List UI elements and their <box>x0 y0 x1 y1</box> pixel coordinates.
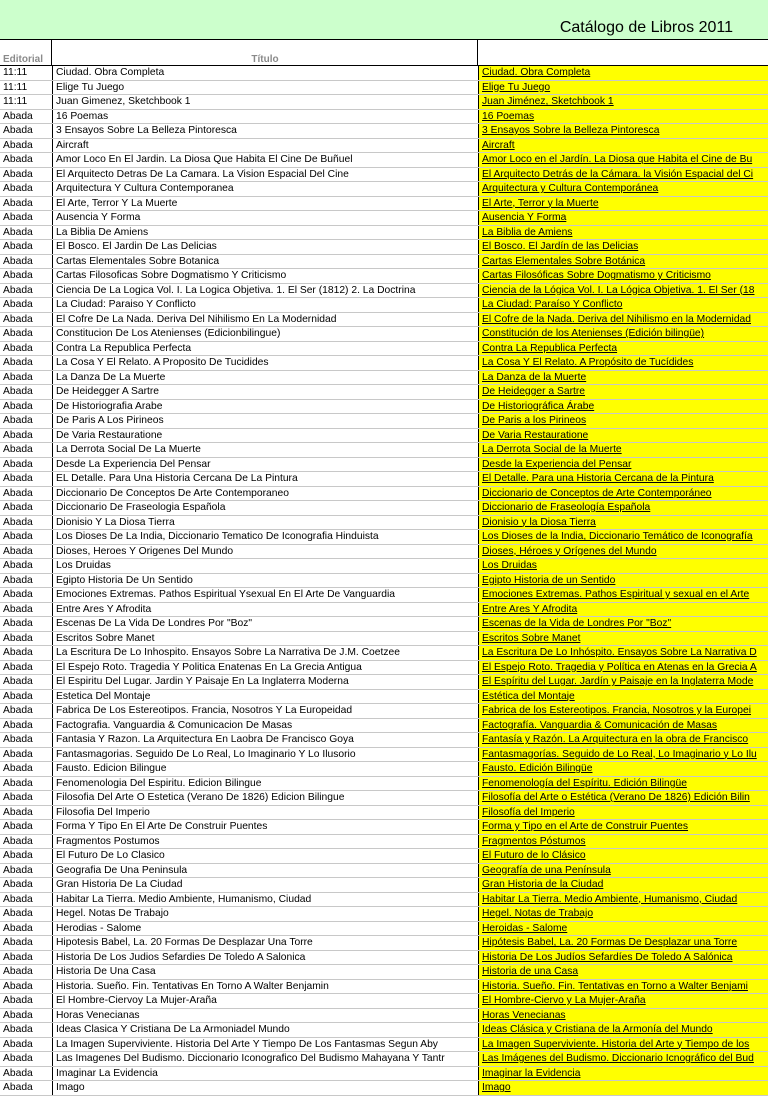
cell-titulo[interactable]: El Bosco. El Jardin De Las Delicias <box>53 240 479 255</box>
cell-alt-title[interactable]: Factografía. Vanguardia & Comunicación de Masas <box>479 718 768 733</box>
table-row <box>0 486 768 501</box>
cell-editorial[interactable]: Abada <box>0 1081 53 1096</box>
table-row <box>0 689 768 704</box>
cell-titulo[interactable]: Imaginar La Evidencia <box>53 1066 479 1081</box>
cell-titulo[interactable]: Horas Venecianas <box>53 1008 479 1023</box>
cell-alt-title[interactable]: La Imagen Superviviente. Historia del Arte y Tiempo de los <box>479 1037 768 1052</box>
table-row <box>0 646 768 661</box>
cell-titulo[interactable]: Historia De Los Judios Sefardies De Toledo A Salonica <box>53 950 479 965</box>
cell-editorial[interactable]: Abada <box>0 660 53 675</box>
header-alt-title <box>479 40 768 65</box>
table-row <box>0 1066 768 1081</box>
cell-titulo[interactable]: Gran Historia De La Ciudad <box>53 878 479 893</box>
cell-titulo[interactable]: Ideas Clasica Y Cristiana De La Armoniadel Mundo <box>53 1023 479 1038</box>
cell-editorial[interactable]: Abada <box>0 834 53 849</box>
table-row <box>0 776 768 791</box>
cell-alt-title[interactable]: De Varia Restauratione <box>479 428 768 443</box>
cell-titulo[interactable]: Historia. Sueño. Fin. Tentativas En Torno A Walter Benjamin <box>53 979 479 994</box>
cell-editorial[interactable]: Abada <box>0 312 53 327</box>
cell-editorial[interactable]: Abada <box>0 544 53 559</box>
cell-editorial[interactable]: Abada <box>0 791 53 806</box>
cell-titulo[interactable]: Factografia. Vanguardia & Comunicacion De Masas <box>53 718 479 733</box>
table-row <box>0 718 768 733</box>
cell-alt-title[interactable]: Geografía de una Península <box>479 863 768 878</box>
table-row <box>0 124 768 139</box>
cell-titulo[interactable]: Hegel. Notas De Trabajo <box>53 907 479 922</box>
cell-alt-title[interactable]: Cartas Elementales Sobre Botánica <box>479 254 768 269</box>
cell-editorial[interactable]: Abada <box>0 428 53 443</box>
cell-titulo[interactable]: La Escritura De Lo Inhospito. Ensayos Sobre La Narrativa De J.M. Coetzee <box>53 646 479 661</box>
table-row <box>0 834 768 849</box>
cell-editorial[interactable]: Abada <box>0 399 53 414</box>
cell-alt-title[interactable]: Filosofía del Arte o Estética (Verano De 1826) Edición Bilin <box>479 791 768 806</box>
table-row <box>0 791 768 806</box>
cell-alt-title[interactable]: Constitución de los Atenienses (Edición bilingüe) <box>479 327 768 342</box>
cell-titulo[interactable]: Egipto Historia De Un Sentido <box>53 573 479 588</box>
cell-alt-title[interactable]: Las Imágenes del Budismo. Diccionario Icnográfico del Bud <box>479 1052 768 1067</box>
cell-editorial[interactable]: Abada <box>0 704 53 719</box>
cell-editorial[interactable]: Abada <box>0 863 53 878</box>
cell-titulo[interactable]: Imago <box>53 1081 479 1096</box>
cell-titulo[interactable]: La Biblia De Amiens <box>53 225 479 240</box>
cell-titulo[interactable]: Escritos Sobre Manet <box>53 631 479 646</box>
table-row <box>0 863 768 878</box>
cell-editorial[interactable]: Abada <box>0 530 53 545</box>
cell-editorial[interactable]: Abada <box>0 892 53 907</box>
cell-alt-title[interactable]: Heroidas - Salome <box>479 921 768 936</box>
cell-editorial[interactable]: Abada <box>0 994 53 1009</box>
table-row <box>0 1037 768 1052</box>
cell-alt-title[interactable]: Horas Venecianas <box>479 1008 768 1023</box>
table-row <box>0 747 768 762</box>
cell-alt-title[interactable]: Fabrica de los Estereotipos. Francia, Nosotros y la Europei <box>479 704 768 719</box>
cell-editorial[interactable]: 11:11 <box>0 95 53 110</box>
cell-titulo[interactable]: El Futuro De Lo Clasico <box>53 849 479 864</box>
cell-editorial[interactable]: Abada <box>0 573 53 588</box>
table-row <box>0 849 768 864</box>
cell-titulo[interactable]: 3 Ensayos Sobre La Belleza Pintoresca <box>53 124 479 139</box>
cell-editorial[interactable]: Abada <box>0 472 53 487</box>
table-row <box>0 370 768 385</box>
table-row <box>0 573 768 588</box>
cell-editorial[interactable]: Abada <box>0 182 53 197</box>
cell-alt-title[interactable]: Estética del Montaje <box>479 689 768 704</box>
cell-editorial[interactable]: Abada <box>0 805 53 820</box>
cell-titulo[interactable]: Las Imagenes Del Budismo. Diccionario Iconografico Del Budismo Mahayana Y Tantr <box>53 1052 479 1067</box>
cell-editorial[interactable]: Abada <box>0 936 53 951</box>
cell-alt-title[interactable]: Imaginar la Evidencia <box>479 1066 768 1081</box>
cell-alt-title[interactable]: De Historiográfica Árabe <box>479 399 768 414</box>
cell-editorial[interactable]: Abada <box>0 327 53 342</box>
cell-editorial[interactable]: Abada <box>0 1008 53 1023</box>
cell-titulo[interactable]: Fabrica De Los Estereotipos. Francia, Nosotros Y La Europeidad <box>53 704 479 719</box>
cell-alt-title[interactable]: Ciudad. Obra Completa <box>479 66 768 80</box>
table-row <box>0 892 768 907</box>
cell-titulo[interactable]: Estetica Del Montaje <box>53 689 479 704</box>
table-row <box>0 109 768 124</box>
table-row <box>0 675 768 690</box>
table-row <box>0 515 768 530</box>
cell-alt-title[interactable]: Filosofía del Imperio <box>479 805 768 820</box>
table-row <box>0 80 768 95</box>
table-row <box>0 907 768 922</box>
header-titulo: Título <box>53 40 478 65</box>
cell-editorial[interactable]: Abada <box>0 733 53 748</box>
cell-titulo[interactable]: Arquitectura Y Cultura Contemporanea <box>53 182 479 197</box>
cell-editorial[interactable]: Abada <box>0 370 53 385</box>
table-row <box>0 254 768 269</box>
cell-alt-title[interactable]: Ciencia de la Lógica Vol. I. La Lógica Objetiva. 1. El Ser (18 <box>479 283 768 298</box>
table-row <box>0 936 768 951</box>
table-row <box>0 588 768 603</box>
table-row <box>0 66 768 80</box>
cell-editorial[interactable]: Abada <box>0 225 53 240</box>
cell-alt-title[interactable]: Fausto. Edición Bilingüe <box>479 762 768 777</box>
cell-editorial[interactable]: Abada <box>0 211 53 226</box>
cell-editorial[interactable]: Abada <box>0 762 53 777</box>
cell-alt-title[interactable]: Fantasmagorías. Seguido de Lo Real, Lo Imaginario y Lo Ilu <box>479 747 768 762</box>
cell-titulo[interactable]: El Hombre-Ciervoy La Mujer-Araña <box>53 994 479 1009</box>
cell-alt-title[interactable]: El Futuro de lo Clásico <box>479 849 768 864</box>
cell-titulo[interactable]: Forma Y Tipo En El Arte De Construir Puentes <box>53 820 479 835</box>
cell-titulo[interactable]: De Varia Restauratione <box>53 428 479 443</box>
cell-titulo[interactable]: Contra La Republica Perfecta <box>53 341 479 356</box>
cell-editorial[interactable]: Abada <box>0 1023 53 1038</box>
table-row <box>0 950 768 965</box>
cell-alt-title[interactable]: Fantasía y Razón. La Arquitectura en la obra de Francisco <box>479 733 768 748</box>
cell-alt-title[interactable]: Escritos Sobre Manet <box>479 631 768 646</box>
cell-editorial[interactable]: Abada <box>0 298 53 313</box>
cell-titulo[interactable]: La Ciudad: Paraiso Y Conflicto <box>53 298 479 313</box>
cell-alt-title[interactable]: El Hombre-Ciervo y La Mujer-Araña <box>479 994 768 1009</box>
cell-titulo[interactable]: Fenomenologia Del Espiritu. Edicion Bilingue <box>53 776 479 791</box>
cell-editorial[interactable]: 11:11 <box>0 80 53 95</box>
cell-alt-title[interactable]: Diccionario de Conceptos de Arte Contemporáneo <box>479 486 768 501</box>
cell-titulo[interactable]: Diccionario De Fraseologia Española <box>53 501 479 516</box>
cell-titulo[interactable]: Fantasia Y Razon. La Arquitectura En Laobra De Francisco Goya <box>53 733 479 748</box>
cell-editorial[interactable]: Abada <box>0 124 53 139</box>
table-row <box>0 443 768 458</box>
table-row <box>0 399 768 414</box>
cell-titulo[interactable]: Fantasmagorias. Seguido De Lo Real, Lo Imaginario Y Lo Ilusorio <box>53 747 479 762</box>
cell-editorial[interactable]: Abada <box>0 617 53 632</box>
cell-editorial[interactable]: Abada <box>0 283 53 298</box>
cell-alt-title[interactable]: La Derrota Social de la Muerte <box>479 443 768 458</box>
table-row <box>0 283 768 298</box>
cell-alt-title[interactable]: 16 Poemas <box>479 109 768 124</box>
table-row <box>0 298 768 313</box>
cell-editorial[interactable]: Abada <box>0 950 53 965</box>
table-row <box>0 602 768 617</box>
cell-titulo[interactable]: Elige Tu Juego <box>53 80 479 95</box>
cell-alt-title[interactable]: Dioses, Héroes y Orígenes del Mundo <box>479 544 768 559</box>
cell-titulo[interactable]: El Arquitecto Detras De La Camara. La Vision Espacial Del Cine <box>53 167 479 182</box>
cell-titulo[interactable]: Fausto. Edicion Bilingue <box>53 762 479 777</box>
cell-editorial[interactable]: Abada <box>0 486 53 501</box>
cell-titulo[interactable]: Herodias - Salome <box>53 921 479 936</box>
cell-titulo[interactable]: De Heidegger A Sartre <box>53 385 479 400</box>
cell-titulo[interactable]: Entre Ares Y Afrodita <box>53 602 479 617</box>
table-row <box>0 1023 768 1038</box>
cell-alt-title[interactable]: Hipótesis Babel, La. 20 Formas De Desplazar una Torre <box>479 936 768 951</box>
table-row <box>0 921 768 936</box>
cell-alt-title[interactable]: La Ciudad: Paraíso Y Conflicto <box>479 298 768 313</box>
cell-editorial[interactable]: Abada <box>0 457 53 472</box>
cell-editorial[interactable]: Abada <box>0 602 53 617</box>
cell-editorial[interactable]: Abada <box>0 240 53 255</box>
cell-titulo[interactable]: Diccionario De Conceptos De Arte Contemporaneo <box>53 486 479 501</box>
cell-alt-title[interactable]: Aircraft <box>479 138 768 153</box>
table-row <box>0 733 768 748</box>
cell-titulo[interactable]: La Derrota Social De La Muerte <box>53 443 479 458</box>
cell-titulo[interactable]: Historia De Una Casa <box>53 965 479 980</box>
cell-alt-title[interactable]: Los Druidas <box>479 559 768 574</box>
cell-titulo[interactable]: El Cofre De La Nada. Deriva Del Nihilismo En La Modernidad <box>53 312 479 327</box>
cell-editorial[interactable]: Abada <box>0 718 53 733</box>
cell-alt-title[interactable]: El Cofre de la Nada. Deriva del Nihilismo en la Modernidad <box>479 312 768 327</box>
table-row <box>0 1081 768 1096</box>
cell-alt-title[interactable]: Imago <box>479 1081 768 1096</box>
cell-titulo[interactable]: El Espejo Roto. Tragedia Y Politica Enatenas En La Grecia Antigua <box>53 660 479 675</box>
table-row <box>0 660 768 675</box>
table-row <box>0 1008 768 1023</box>
cell-alt-title[interactable]: El Espejo Roto. Tragedia y Política en Atenas en la Grecia A <box>479 660 768 675</box>
cell-alt-title[interactable]: El Arte, Terror y la Muerte <box>479 196 768 211</box>
cell-titulo[interactable]: Juan Gimenez, Sketchbook 1 <box>53 95 479 110</box>
cell-editorial[interactable]: Abada <box>0 646 53 661</box>
cell-alt-title[interactable]: Egipto Historia de un Sentido <box>479 573 768 588</box>
cell-editorial[interactable]: Abada <box>0 167 53 182</box>
cell-editorial[interactable]: Abada <box>0 588 53 603</box>
table-row <box>0 501 768 516</box>
table-row <box>0 414 768 429</box>
cell-editorial[interactable]: Abada <box>0 414 53 429</box>
title-banner <box>0 0 768 39</box>
cell-titulo[interactable]: Geografia De Una Peninsula <box>53 863 479 878</box>
cell-alt-title[interactable]: Habitar La Tierra. Medio Ambiente, Humanismo, Ciudad <box>479 892 768 907</box>
cell-editorial[interactable]: Abada <box>0 747 53 762</box>
table-row <box>0 631 768 646</box>
table-row <box>0 559 768 574</box>
cell-editorial[interactable]: Abada <box>0 501 53 516</box>
cell-titulo[interactable]: Ausencia Y Forma <box>53 211 479 226</box>
header-editorial: Editorial <box>0 40 52 65</box>
cell-alt-title[interactable]: Fenomenología del Espíritu. Edición Bilingüe <box>479 776 768 791</box>
table-row <box>0 153 768 168</box>
table-row <box>0 312 768 327</box>
cell-alt-title[interactable]: El Detalle. Para una Historia Cercana de la Pintura <box>479 472 768 487</box>
cell-alt-title[interactable]: Arquitectura y Cultura Contemporánea <box>479 182 768 197</box>
cell-alt-title[interactable]: Ideas Clásica y Cristiana de la Armonía del Mundo <box>479 1023 768 1038</box>
cell-titulo[interactable]: Fragmentos Postumos <box>53 834 479 849</box>
cell-editorial[interactable]: Abada <box>0 878 53 893</box>
cell-alt-title[interactable]: Emociones Extremas. Pathos Espiritual y sexual en el Arte <box>479 588 768 603</box>
cell-editorial[interactable]: Abada <box>0 109 53 124</box>
cell-editorial[interactable]: Abada <box>0 443 53 458</box>
cell-titulo[interactable]: Amor Loco En El Jardin. La Diosa Que Habita El Cine De Buñuel <box>53 153 479 168</box>
table-row <box>0 704 768 719</box>
cell-titulo[interactable]: 16 Poemas <box>53 109 479 124</box>
table-row <box>0 196 768 211</box>
cell-titulo[interactable]: Cartas Elementales Sobre Botanica <box>53 254 479 269</box>
cell-alt-title[interactable]: Juan Jiménez, Sketchbook 1 <box>479 95 768 110</box>
cell-alt-title[interactable]: La Biblia de Amiens <box>479 225 768 240</box>
catalog-table-body <box>0 66 768 1095</box>
cell-alt-title[interactable]: El Espíritu del Lugar. Jardín y Paisaje en la Inglaterra Mode <box>479 675 768 690</box>
cell-alt-title[interactable]: Contra La Republica Perfecta <box>479 341 768 356</box>
cell-alt-title[interactable]: Forma y Tipo en el Arte de Construir Puentes <box>479 820 768 835</box>
cell-titulo[interactable]: Dioses, Heroes Y Origenes Del Mundo <box>53 544 479 559</box>
cell-editorial[interactable]: Abada <box>0 1052 53 1067</box>
cell-editorial[interactable]: Abada <box>0 515 53 530</box>
table-row <box>0 457 768 472</box>
table-row <box>0 617 768 632</box>
cell-titulo[interactable]: Aircraft <box>53 138 479 153</box>
table-row <box>0 878 768 893</box>
cell-alt-title[interactable]: Fragmentos Póstumos <box>479 834 768 849</box>
cell-alt-title[interactable]: El Bosco. El Jardín de las Delicias <box>479 240 768 255</box>
cell-editorial[interactable]: Abada <box>0 776 53 791</box>
table-row <box>0 341 768 356</box>
cell-editorial[interactable]: Abada <box>0 1066 53 1081</box>
cell-titulo[interactable]: La Cosa Y El Relato. A Proposito De Tucidides <box>53 356 479 371</box>
cell-titulo[interactable]: Constitucion De Los Atenienses (Edicionbilingue) <box>53 327 479 342</box>
cell-titulo[interactable]: Dionisio Y La Diosa Tierra <box>53 515 479 530</box>
cell-titulo[interactable]: Escenas De La Vida De Londres Por "Boz" <box>53 617 479 632</box>
cell-editorial[interactable]: Abada <box>0 689 53 704</box>
cell-editorial[interactable]: Abada <box>0 341 53 356</box>
cell-alt-title[interactable]: La Escritura De Lo Inhóspito. Ensayos Sobre La Narrativa D <box>479 646 768 661</box>
cell-titulo[interactable]: Hipotesis Babel, La. 20 Formas De Desplazar Una Torre <box>53 936 479 951</box>
table-row <box>0 1052 768 1067</box>
table-row <box>0 979 768 994</box>
cell-editorial[interactable]: Abada <box>0 138 53 153</box>
table-row <box>0 225 768 240</box>
cell-titulo[interactable]: Los Druidas <box>53 559 479 574</box>
cell-editorial[interactable]: Abada <box>0 849 53 864</box>
cell-alt-title[interactable]: La Danza de la Muerte <box>479 370 768 385</box>
cell-alt-title[interactable]: Historia de una Casa <box>479 965 768 980</box>
cell-editorial[interactable]: Abada <box>0 1037 53 1052</box>
cell-titulo[interactable]: La Danza De La Muerte <box>53 370 479 385</box>
cell-editorial[interactable]: Abada <box>0 559 53 574</box>
cell-alt-title[interactable]: Amor Loco en el Jardín. La Diosa que Habita el Cine de Bu <box>479 153 768 168</box>
table-row <box>0 327 768 342</box>
cell-editorial[interactable]: Abada <box>0 356 53 371</box>
table-row <box>0 240 768 255</box>
cell-alt-title[interactable]: El Arquitecto Detrás de la Cámara. la Visión Espacial del Ci <box>479 167 768 182</box>
column-header-row <box>0 39 768 66</box>
cell-alt-title[interactable]: Elige Tu Juego <box>479 80 768 95</box>
table-row <box>0 544 768 559</box>
cell-alt-title[interactable]: Ausencia Y Forma <box>479 211 768 226</box>
table-row <box>0 530 768 545</box>
cell-titulo[interactable]: Habitar La Tierra. Medio Ambiente, Humanismo, Ciudad <box>53 892 479 907</box>
table-row <box>0 211 768 226</box>
cell-editorial[interactable]: Abada <box>0 631 53 646</box>
cell-editorial[interactable]: Abada <box>0 153 53 168</box>
cell-titulo[interactable]: De Paris A Los Pirineos <box>53 414 479 429</box>
cell-editorial[interactable]: Abada <box>0 385 53 400</box>
cell-titulo[interactable]: Filosofia Del Imperio <box>53 805 479 820</box>
cell-titulo[interactable]: De Historiografia Arabe <box>53 399 479 414</box>
cell-alt-title[interactable]: 3 Ensayos Sobre la Belleza Pintoresca <box>479 124 768 139</box>
cell-editorial[interactable]: Abada <box>0 820 53 835</box>
cell-alt-title[interactable]: Desde la Experiencia del Pensar <box>479 457 768 472</box>
cell-editorial[interactable]: Abada <box>0 196 53 211</box>
cell-alt-title[interactable]: La Cosa Y El Relato. A Propósito de Tucídides <box>479 356 768 371</box>
cell-alt-title[interactable]: Gran Historia de la Ciudad <box>479 878 768 893</box>
cell-titulo[interactable]: Emociones Extremas. Pathos Espiritual Ysexual En El Arte De Vanguardia <box>53 588 479 603</box>
table-row <box>0 385 768 400</box>
cell-alt-title[interactable]: Cartas Filosóficas Sobre Dogmatismo y Criticismo <box>479 269 768 284</box>
table-row <box>0 356 768 371</box>
cell-alt-title[interactable]: Dionisio y la Diosa Tierra <box>479 515 768 530</box>
cell-editorial[interactable]: Abada <box>0 675 53 690</box>
cell-alt-title[interactable]: Escenas de la Vida de Londres Por "Boz" <box>479 617 768 632</box>
cell-alt-title[interactable]: Hegel. Notas de Trabajo <box>479 907 768 922</box>
cell-titulo[interactable]: La Imagen Superviviente. Historia Del Arte Y Tiempo De Los Fantasmas Segun Aby <box>53 1037 479 1052</box>
table-row <box>0 965 768 980</box>
cell-editorial[interactable]: Abada <box>0 254 53 269</box>
table-row <box>0 994 768 1009</box>
cell-titulo[interactable]: El Espiritu Del Lugar. Jardin Y Paisaje En La Inglaterra Moderna <box>53 675 479 690</box>
cell-editorial[interactable]: 11:11 <box>0 66 53 80</box>
cell-titulo[interactable]: Cartas Filosoficas Sobre Dogmatismo Y Criticismo <box>53 269 479 284</box>
cell-alt-title[interactable]: De Heidegger a Sartre <box>479 385 768 400</box>
cell-alt-title[interactable]: Historia. Sueño. Fin. Tentativas en Torno a Walter Benjami <box>479 979 768 994</box>
table-row <box>0 167 768 182</box>
table-row <box>0 95 768 110</box>
cell-titulo[interactable]: Filosofia Del Arte O Estetica (Verano De 1826) Edicion Bilingue <box>53 791 479 806</box>
cell-alt-title[interactable]: Entre Ares Y Afrodita <box>479 602 768 617</box>
cell-titulo[interactable]: Los Dioses De La India, Diccionario Tematico De Iconografia Hinduista <box>53 530 479 545</box>
cell-editorial[interactable]: Abada <box>0 965 53 980</box>
table-row <box>0 805 768 820</box>
cell-titulo[interactable]: Ciencia De La Logica Vol. I. La Logica Objetiva. 1. El Ser (1812) 2. La Doctrina <box>53 283 479 298</box>
cell-alt-title[interactable]: Los Dioses de la India, Diccionario Temático de Iconografía <box>479 530 768 545</box>
table-row <box>0 182 768 197</box>
cell-titulo[interactable]: Desde La Experiencia Del Pensar <box>53 457 479 472</box>
cell-editorial[interactable]: Abada <box>0 921 53 936</box>
cell-editorial[interactable]: Abada <box>0 269 53 284</box>
table-row <box>0 428 768 443</box>
table-row <box>0 472 768 487</box>
table-row <box>0 820 768 835</box>
cell-titulo[interactable]: Ciudad. Obra Completa <box>53 66 479 80</box>
table-row <box>0 762 768 777</box>
catalog-table <box>0 66 768 1096</box>
table-row <box>0 138 768 153</box>
cell-titulo[interactable]: El Arte, Terror Y La Muerte <box>53 196 479 211</box>
catalog-title: Catálogo de Libros 2011 <box>560 19 733 37</box>
cell-alt-title[interactable]: Historia De Los Judíos Sefardíes De Toledo A Salónica <box>479 950 768 965</box>
table-row <box>0 269 768 284</box>
cell-editorial[interactable]: Abada <box>0 979 53 994</box>
cell-editorial[interactable]: Abada <box>0 907 53 922</box>
cell-titulo[interactable]: EL Detalle. Para Una Historia Cercana De La Pintura <box>53 472 479 487</box>
cell-alt-title[interactable]: Diccionario de Fraseología Española <box>479 501 768 516</box>
cell-alt-title[interactable]: De Paris a los Pirineos <box>479 414 768 429</box>
